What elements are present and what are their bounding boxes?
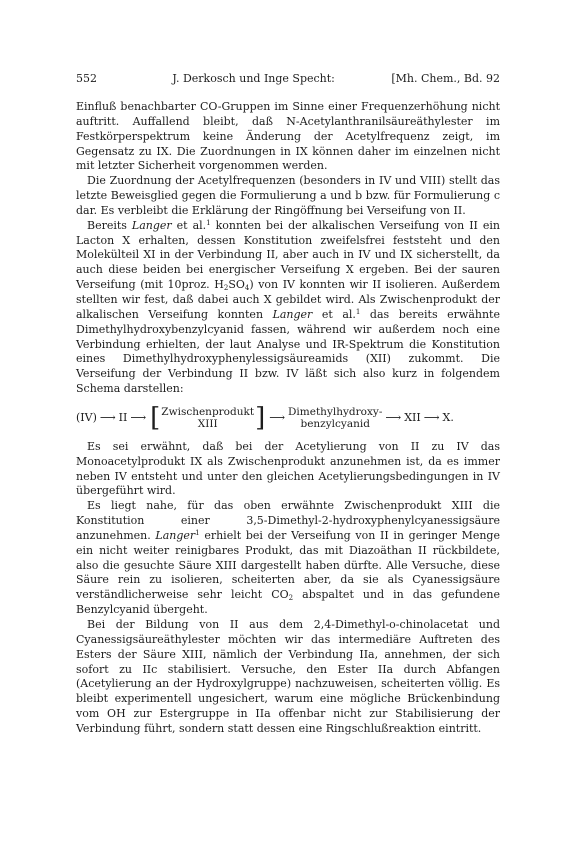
arrow-icon: ⟶: [99, 410, 116, 424]
compound-ii: II: [118, 410, 128, 424]
arrow-icon: ⟶: [269, 410, 286, 424]
intermediate-xiii: Zwischenprodukt XIII: [161, 405, 255, 430]
journal-reference: [Mh. Chem., Bd. 92: [391, 72, 500, 85]
author-name: Langer: [131, 218, 172, 232]
arrow-icon: ⟶: [130, 410, 147, 424]
paragraph-5: Es liegt nahe, für das oben erwähnte Zwischenprodukt XIII die Konstitution einer 3,5-Dimethyl-2-hydroxyphenylcyanessigsäure anzunehmen. Langer$^1$ erhielt bei der Verseifung von II in geringer Menge ein nicht weiter reinigbares Produkt, das mit Diazoäthan II rückbildete, also die gesuchte Säure XIII dargestellt haben dürfte. Alle Versuche, diese Säure rein zu isolieren, scheiterten aber, da sie als Cyanessigsäure verständlicherweise sehr leicht $CO_2$ abspaltet und in das gefundene Benzylcyanid übergeht.: [76, 499, 500, 617]
footnote-ref: 1: [355, 307, 361, 316]
bracket-close: ]: [255, 402, 266, 433]
author-name: Langer: [272, 307, 313, 321]
benzylcyanide: Dimethylhydroxy- benzylcyanid: [288, 405, 383, 430]
paragraph-3: Bereits Langer et al.$^1$ konnten bei der alkalischen Verseifung von II ein Lacton X erhalten, dessen Konstitution zweifelsfrei feststeht und den Molekülteil XI in der Verbindung II, aber auch in IV und IX sicherstellt, da auch diese beiden bei energischer Verseifung X ergeben. Bei der sauren Verseifung (mit 10proz. $H_2SO_4$) von IV konnten wir II isolieren. Außerdem stellten wir fest, daß dabei auch X gebildet wird. Als Zwischenprodukt der alkalischen Verseifung konnten Langer et al.$^1$ das bereits erwähnte Dimethylhydroxybenzylcyanid fassen, während wir außerdem noch eine Verbindung erhielten, der laut Analyse und IR-Spektrum die Konstitution eines Dimethylhydroxyphenylessigsäureamids (XII) zukommt. Die Verseifung der Verbindung II bzw. IV läßt sich also kurz in folgendem Schema darstellen:: [76, 218, 500, 396]
paragraph-6: Bei der Bildung von II aus dem 2,4-Dimethyl-o-chinolacetat und Cyanessigsäureäthylester möchten wir das intermediäre Auftreten des Esters der Säure XIII, nämlich der Verbindung IIa, annehmen, der sich sofort zu IIc stabilisiert. Versuche, den Ester IIa durch Abfangen (Acetylierung an der Hydroxylgruppe) nachzuweisen, scheiterten völlig. Es bleibt experimentell ungesichert, warum eine mögliche Brückenbindung vom OH zur Estergruppe in IIa offenbar nicht zur Stabilisierung der Verbindung führt, sondern statt dessen eine Ringschlußreaktion eintritt.: [76, 618, 500, 735]
footnote-ref: 1: [206, 218, 211, 227]
arrow-icon: ⟶: [423, 410, 440, 424]
footnote-ref: 1: [195, 528, 200, 537]
running-header: [76, 72, 500, 86]
arrow-icon: ⟶: [385, 410, 402, 424]
bracket-open: [: [150, 402, 161, 433]
paragraph-1: Einfluß benachbarter CO-Gruppen im Sinne einer Frequenzerhöhung nicht auftritt. Auffallend bleibt, daß N-Acetylanthranilsäureäthylester im Festkörperspektrum keine Änderung der Acetylfrequenz zeigt, im Gegensatz zu IX. Die Zuordnungen in IX können daher im einzelnen nicht mit letzter Sicherheit vorgenommen werden.: [76, 100, 500, 173]
paragraph-2: Die Zuordnung der Acetylfrequenzen (besonders in IV und VIII) stellt das letzte Beweisglied gegen die Formulierung a und b bzw. für Formulierung c dar. Es verbleibt die Erklärung der Ringöffnung bei Verseifung von II.: [76, 174, 500, 217]
compound-x: X.: [442, 410, 454, 424]
page-number: 552: [76, 72, 97, 85]
page: [76, 72, 500, 737]
paragraph-4: Es sei erwähnt, daß bei der Acetylierung von II zu IV das Monoacetylprodukt IX als Zwischenprodukt anzunehmen ist, da es immer neben IV entsteht und unter den gleichen Acetylierungsbedingungen in IV übergeführt wird.: [76, 439, 500, 498]
compound-xii: XII: [404, 410, 421, 424]
author-name: Langer: [155, 528, 196, 542]
reaction-scheme: [76, 402, 500, 433]
running-authors: J. Derkosch und Inge Specht:: [172, 72, 335, 85]
compound-iv: (IV): [76, 410, 97, 424]
